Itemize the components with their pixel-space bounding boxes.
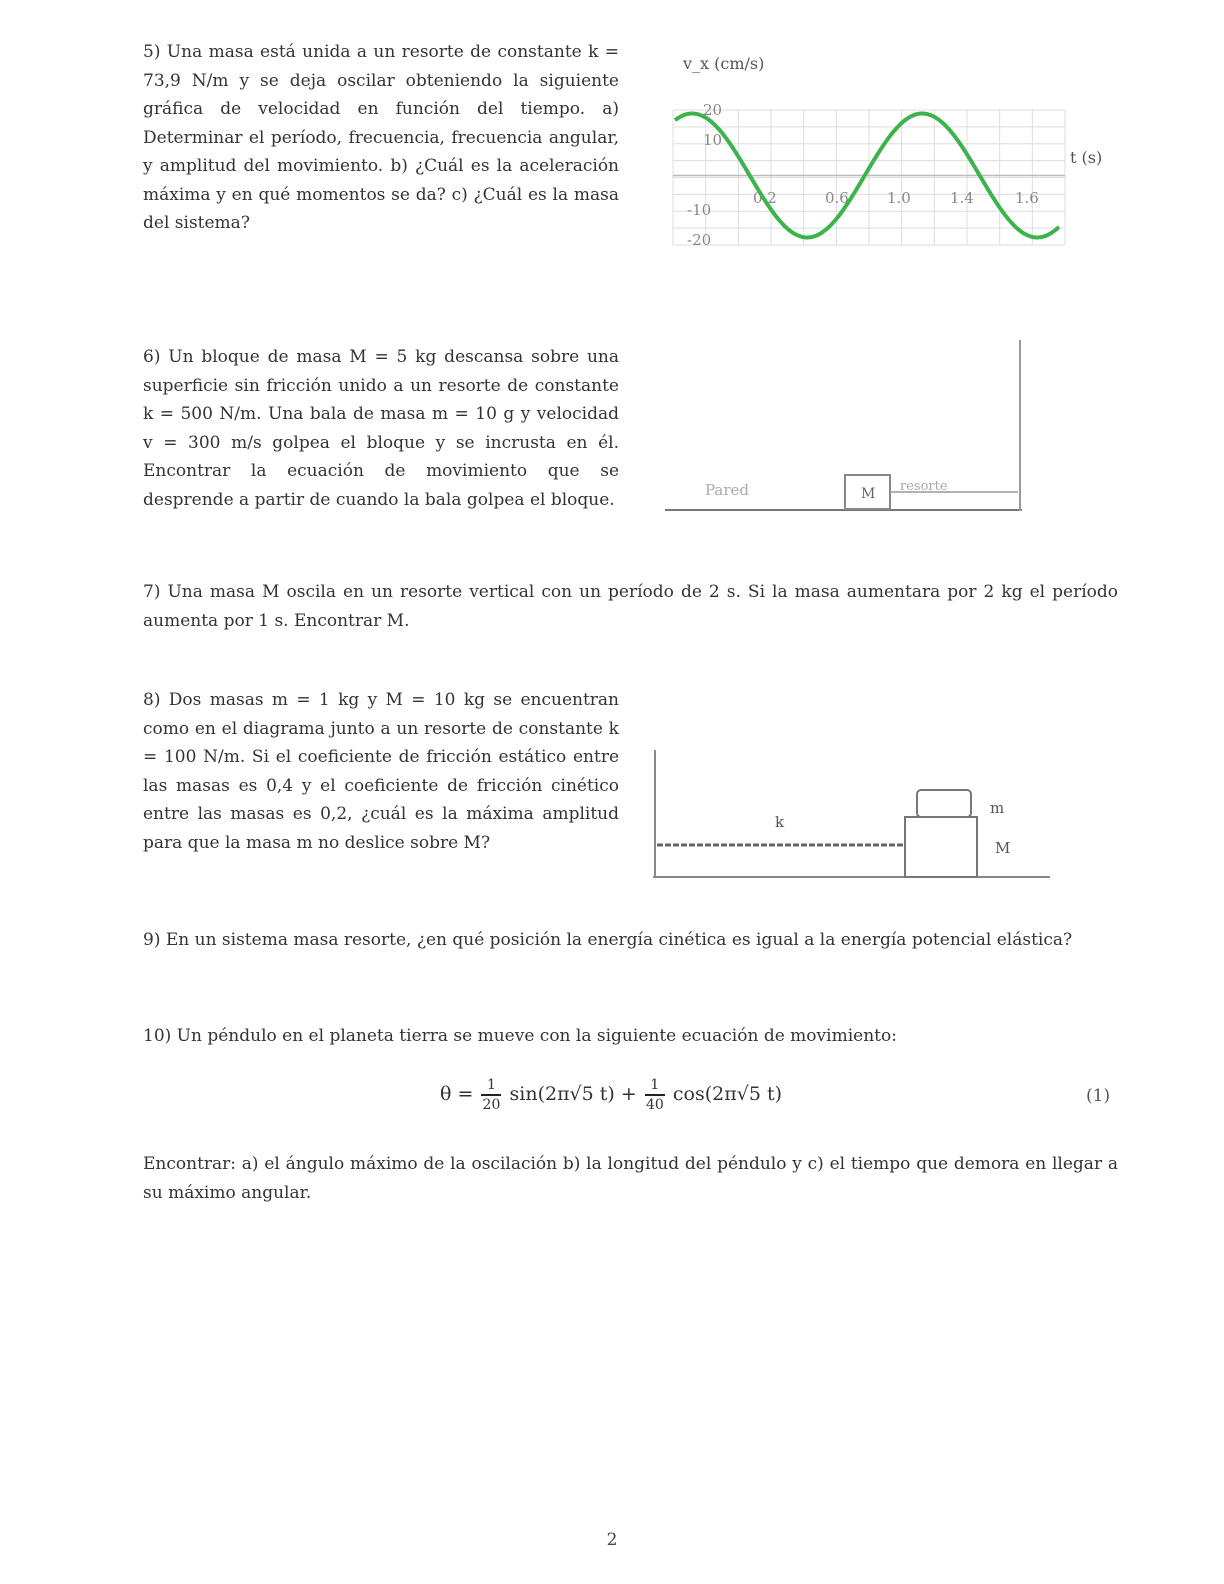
fraction-2: $\frac{1}{40}$ xyxy=(645,1077,664,1113)
y-axis-label: v_x (cm/s) xyxy=(683,54,765,73)
y-tick-label: 10 xyxy=(703,131,723,149)
problem-9-text: 9) En un sistema masa resorte, ¿en qué posición la energía cinética es igual a la energía potencial elástica? xyxy=(143,930,1073,950)
big-mass-box xyxy=(905,817,977,877)
spring-label: resorte xyxy=(900,479,948,494)
problem-6-text: 6) Un bloque de masa M = 5 kg descansa sobre una superficie sin fricción unido a un resorte de constante k = 500 N/m. Una bala de masa m = 10 g y velocidad v = 300 m/s golpea el bloque y se incrusta en él. Encontrar la ecuación de movimiento que se desprende a partir de cuando la bala golpea el bloque. xyxy=(143,347,619,510)
problem-10-questions: Encontrar: a) el ángulo máximo de la oscilación b) la longitud del péndulo y c) el tiempo que demora en llegar a su máximo angular. xyxy=(143,1154,1118,1203)
problem-10-text: 10) Un péndulo en el planeta tierra se mueve con la siguiente ecuación de movimiento: xyxy=(143,1026,897,1046)
page-number: 2 xyxy=(606,1530,618,1550)
problem-7-text: 7) Una masa M oscila en un resorte vertical con un período de 2 s. Si la masa aumentara por 2 kg el período aumenta por 1 s. Encontrar M. xyxy=(143,582,1118,631)
small-mass-label: m xyxy=(990,799,1005,817)
fraction-1: $\frac{1}{20}$ xyxy=(482,1077,501,1113)
problem-8-text: 8) Dos masas m = 1 kg y M = 10 kg se encuentran como en el diagrama junto a un resorte de constante k = 100 N/m. Si el coeficiente de fricción estático entre las masas es 0,4 y el coeficiente de fricción cinético entre las masas es 0,2, ¿cuál es la máxima amplitud para que la masa m no deslice sobre M? xyxy=(143,690,619,853)
chart-grid xyxy=(673,110,1065,245)
block-label: M xyxy=(861,486,876,502)
problem-5-text: 5) Una masa está unida a un resorte de constante k = 73,9 N/m y se deja oscilar obteniendo la siguiente gráfica de velocidad en función del tiempo. a) Determinar el período, frecuencia, frecuencia angular, y amplitud del movimiento. b) ¿Cuál es la aceleración máxima y en qué momentos se da? c) ¿Cuál es la masa del sistema? xyxy=(143,42,619,233)
pendulum-equation: $\theta = \frac{1}{20} \sin(2\pi√5$ $t) + \frac{1}{40} \cos(2\pi√5$ t) xyxy=(440,1077,783,1113)
figure-two-masses xyxy=(645,745,1065,890)
x-tick-label: 1.6 xyxy=(1015,189,1039,207)
x-tick-label: 0.2 xyxy=(753,189,777,207)
spring-label: k xyxy=(775,813,785,831)
small-mass-box xyxy=(917,790,971,817)
y-tick-label: 20 xyxy=(703,101,723,119)
x-tick-label: 1.0 xyxy=(887,189,911,207)
velocity-chart xyxy=(665,45,1125,260)
x-tick-label: 0.6 xyxy=(825,189,849,207)
wall-label: Pared xyxy=(705,481,750,499)
x-axis-label: t (s) xyxy=(1070,148,1103,167)
y-tick-label: -10 xyxy=(687,201,712,219)
figure-bullet-block xyxy=(660,335,1040,525)
y-tick-label: -20 xyxy=(687,231,712,249)
big-mass-label: M xyxy=(995,839,1011,857)
equation-number: (1) xyxy=(1086,1086,1111,1106)
x-tick-label: 1.4 xyxy=(950,189,974,207)
